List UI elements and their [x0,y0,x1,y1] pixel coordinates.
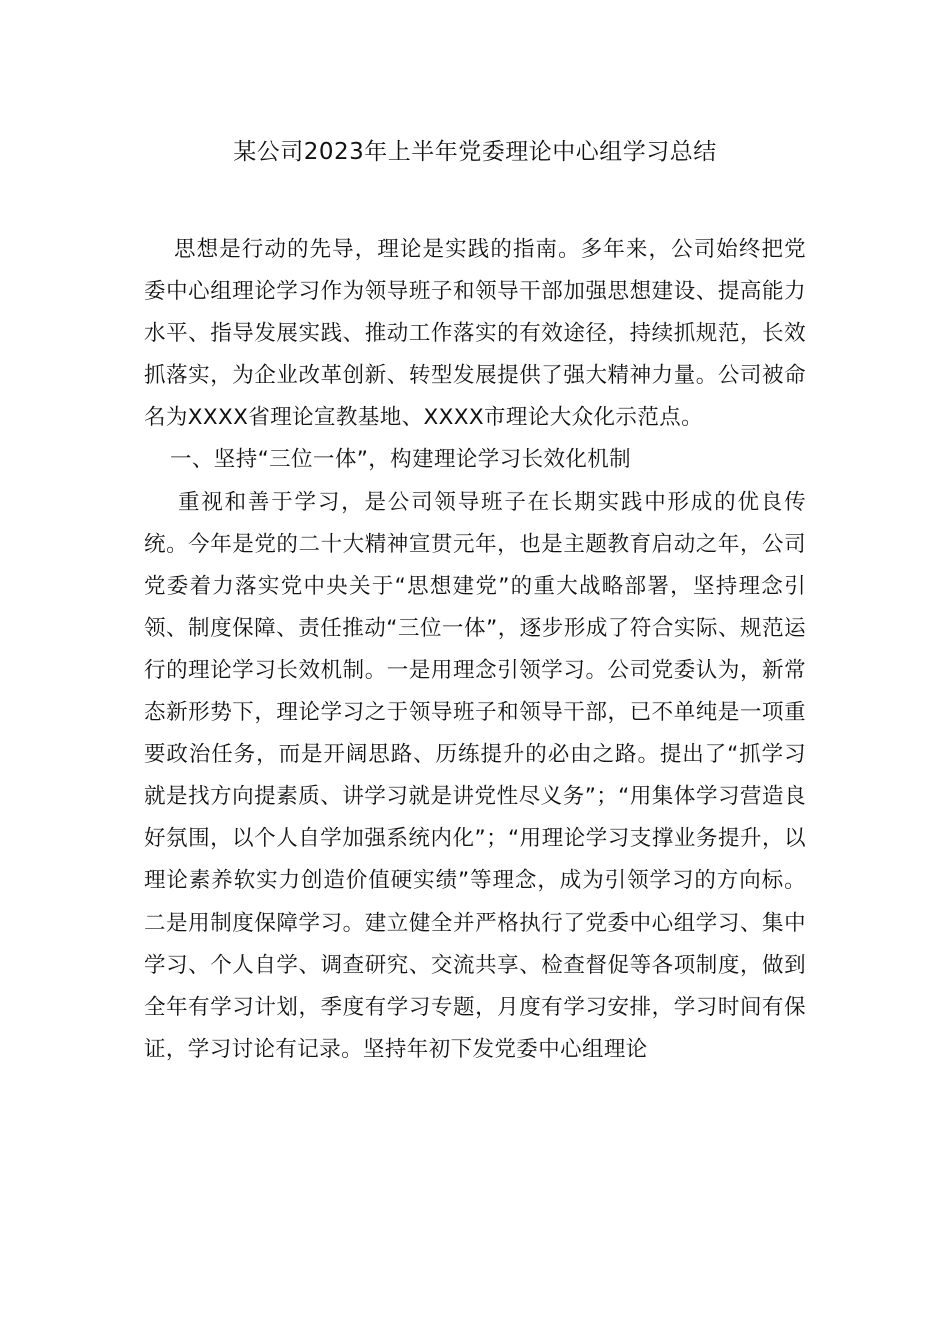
document-title: 某公司2023年上半年党委理论中心组学习总结 [233,139,717,165]
document-body [144,229,806,1071]
section-1-paragraph: 重视和善于学习，是公司领导班子在长期实践中形成的优良传统。今年是党的二十大精神宣贯元年，也是主题教育启动之年，公司党委着力落实党中央关于“思想建党”的重大战略部署，坚持理念引领、制度保障、责任推动“三位一体”，逐步形成了符合实际、规范运行的理论学习长效机制。一是用理念引领学习。公司党委认为，新常态新形势下，理论学习之于领导班子和领导干部，已不单纯是一项重要政治任务，而是开阔思路、历练提升的必由之路。提出了“抓学习就是找方向提素质、讲学习就是讲党性尽义务”；“用集体学习营造良好氛围，以个人自学加强系统内化”；“用理论学习支撑业务提升，以理论素养软实力创造价值硬实绩”等理念，成为引领学习的方向标。二是用制度保障学习。建立健全并严格执行了党委中心组学习、集中学习、个人自学、调查研究、交流共享、检查督促等各项制度，做到全年有学习计划，季度有学习专题，月度有学习安排，学习时间有保证，学习讨论有记录。坚持年初下发党委中心组理论 [144,489,806,1062]
intro-paragraph: 思想是行动的先导，理论是实践的指南。多年来，公司始终把党委中心组理论学习作为领导班子和领导干部加强思想建设、提高能力水平、指导发展实践、推动工作落实的有效途径，持续抓规范，长效抓落实，为企业改革创新、转型发展提供了强大精神力量。公司被命名为XXXX省理论宣教基地、XXXX市理论大众化示范点。 [144,237,806,431]
section-heading-1: 一、坚持“三位一体”，构建理论学习长效化机制 [170,447,632,473]
